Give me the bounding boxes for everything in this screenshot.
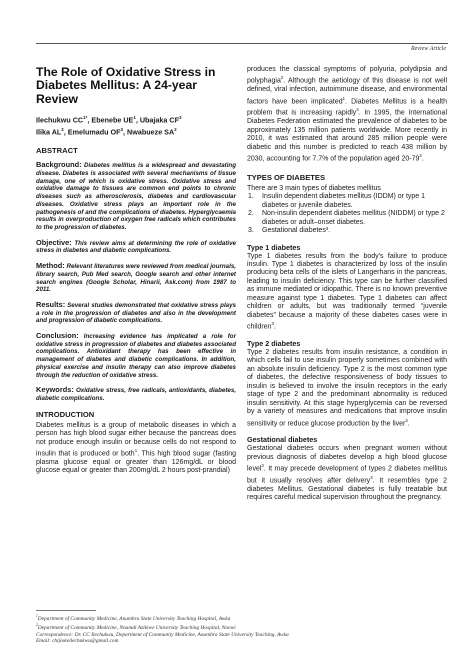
objective-label: Objective: [36,237,72,247]
footnote [36,632,356,639]
body-text: . Although the aetiology of this disease is not well defined, viral infection, autoimmune disease, and environmental factors have been implicated [247,77,447,106]
abstract-background [36,161,236,231]
types-list [247,193,447,235]
citation: 3 [419,153,422,159]
footnote-rule [36,610,96,611]
introduction-heading: INTRODUCTION [36,409,95,419]
author-name: , Emelumadu OF [63,127,121,137]
background-label: Background: [36,160,82,170]
list-number: 3. [248,227,254,235]
body-text: . Diabetes Mellitus is a health problem that is increasing rapidly [247,98,447,117]
footnote-text: Department of Community Medicine, Nnamdi Azikiwe University Teaching Hospital, Nnewi [37,625,236,632]
article-type-label: Review Article [410,46,446,52]
keywords-text: Oxidative stress, free radicals, antioxidants, diabetes, diabetic complications. [36,387,236,402]
type1-paragraph [247,253,447,332]
list-item [247,227,447,235]
citation: 3 [370,475,373,481]
citation: 3 [356,107,359,113]
body-text: . [421,155,424,163]
footnote-mark: 1 [36,614,38,618]
right-column [247,66,447,503]
intro-continued-paragraph [247,66,447,164]
author-affil: 1* [83,115,88,121]
intro-text: . This high blood sugar (fasting plasma glucose equal or greater than 126mg/dL or blood glucose equal or greater than 200mg/dL 2 hours post-prandial) [36,450,237,475]
author-affil: 3 [179,115,182,121]
keywords-label: Keywords: [36,385,74,395]
author-name: , Ebenebe UE [87,115,134,125]
list-text: Non-insulin dependent diabetes mellitus (NIDDM) or type 2 diabetes or adult–onset diabetes. [262,210,445,226]
results-text: Several studies demonstrated that oxidative stress plays a role in the progression of diabetes and also in the development and progression of diabetic complications. [36,301,236,325]
citation: 1 [134,448,138,454]
footnote-text: Email: chijiokeilechukwu@gmail.com [36,638,119,645]
body-text: Gestational diabetes occurs when pregnant women without previous diagnosis of diabetes develop a high blood glucose level [247,445,447,473]
abstract-conclusion [36,332,236,379]
gestational-paragraph [247,445,447,502]
author-affil: 2 [174,127,177,133]
abstract-method [36,262,236,294]
conclusion-label: Conclusion: [36,331,79,341]
author-affil: 1 [133,115,136,121]
author-name: , Nwabueze SA [123,127,175,137]
type2-paragraph [247,349,447,428]
author-affil: 3 [120,127,124,133]
author-name: , Ubajaka CF [135,115,179,125]
footnote-text: Department of Community Medicine, Anambra State University Teaching Hospital, Awka [37,615,231,622]
abstract-heading: ABSTRACT [36,146,78,156]
footnote-text: Correspondence: Dr. CC Ilechukwu, Department of Community Medicine, Anambra State University Teaching, Awka [36,631,289,638]
footnote [36,638,356,645]
results-label: Results: [36,299,66,309]
footnote [36,613,356,622]
list-number: 2. [248,210,254,218]
author-name: Ilika AL [36,127,62,137]
footnote-mark: 2 [36,623,38,628]
body-text: . In 1995, the International Diabetes Federation estimated the prevalence of diabetes to be approximately 135 million patients worldwide. More recently in 2010, it was estimated that around 285 million people were diabetic and this number is predicted to reach 438 million by 2030, accounting for 7.7% of the population aged 20-79 [247,109,447,163]
types-intro: There are 3 main types of diabetes mellitus [247,184,381,192]
author-name: Ilechukwu CC [36,115,84,125]
list-text: Insulin dependent diabetes mellitus (IDDM) or type 1 diabetes or juvenile diabetes. [262,193,426,209]
list-item [247,193,447,210]
body-text: . It may precede development of types 2 diabetes mellitus but it usually resolves after delivery [247,465,447,485]
method-text: Relevant literatures were reviewed from medical journals, library search, Pub Med search, Google search and other internet search engines (Google Scholar, Hinarii, Ask.com) from 1987 to 2011. [36,263,236,294]
types-heading: TYPES OF DIABETES [247,172,326,182]
body-text: . It resembles type 2 diabetes Mellitus. Gestational diabetes is fully treatable but requires careful medical supervision throughout the pregnancy. [247,477,448,502]
citation: 3 [261,463,264,469]
abstract-keywords [36,386,236,402]
abstract-objective [36,239,236,255]
citation: 3 [405,417,408,423]
left-column [36,66,236,476]
conclusion-text: Increasing evidence has implicated a role for oxidative stress in progression of diabetes and diabetes associated complications. Antioxidant therapy has been effective in management of diabetes and diabetic complications. In addition, physical exercise and insulin therapy can also improve diabetes through the reduction of oxidative stress. [36,333,236,379]
body-text: . [407,419,410,427]
objective-text: This review aims at determining the role of oxidative stress in diabetes and diabetic complications. [36,239,236,255]
citation: 2 [280,75,284,81]
type1-heading: Type 1 diabetes [247,242,301,252]
article-title: The Role of Oxidative Stress in Diabetes Mellitus: A 24-year Review [36,65,216,106]
introduction-paragraph [36,422,236,476]
body-text: Type 2 diabetes results from insulin resistance, a condition in which cells fail to use insulin properly sometimes combined with an absolute insulin deficiency. Type 2 is the most common type of diabetes, the defective responsiveness of body tissues to insulin is believed to involve the insulin receptors in the early stage of type 2 and the predominant abnormality is reduced insulin sensitivity. At this stage hyperglycemia can be reversed by a variety of measures and medications that improve insulin sensitivity or reduce glucose production by the liver [247,348,447,427]
body-text: . [273,323,276,331]
author-affil: 2 [61,127,64,133]
author-list [36,113,236,137]
body-text: Type 1 diabetes results from the body's failure to produce insulin. Type 1 diabetes is characterized by loss of the insulin producing beta cells of the islets of Langerhans in the pancreas, leading to insulin deficiency. This type can be further classified as immune mediated or idiopathic. There is no known preventive measure against type 1 diabetes. Type 1 diabetes can affect children or adults, but was traditionally termed “juvenile diabetes” because a majority of these diabetes cases were in children [247,252,447,331]
abstract-results [36,301,236,325]
intro-text: Diabetes mellitus is a group of metabolic diseases in which a person has high blood sugar either because the pancreas does not produce enough insulin or because cells do not respond to insulin that is produced or both [36,421,236,458]
list-text: Gestational diabetes³. [262,227,331,235]
footnote [36,622,356,631]
body-text: produces the classical symptoms of polyuria, polydipsia and polyphagia [247,66,447,85]
citation: 3 [271,321,274,327]
citation: 1 [342,95,346,101]
list-number: 1. [248,193,254,201]
footnotes [36,613,356,645]
type2-heading: Type 2 diabetes [247,338,301,348]
method-label: Method: [36,261,65,271]
gestational-heading: Gestational diabetes [247,435,318,445]
background-text: Diabetes mellitus is a widespread and devastating disease. Diabetes is associated with several mechanisms of tissue damage, one of which is oxidative stress. Oxidative stress and oxidative damage to tissues are common end points to chronic diseases such as atherosclerosis, diabetes and cardiovascular diseases. Oxidative stress plays an important role in the pathogenesis of and the complications of diabetes. Hyperglycaemia results in overproduction of oxygen free radicals which contributes to the progression of diabetes. [36,162,236,231]
list-item [247,210,447,227]
header-rule [36,43,448,44]
